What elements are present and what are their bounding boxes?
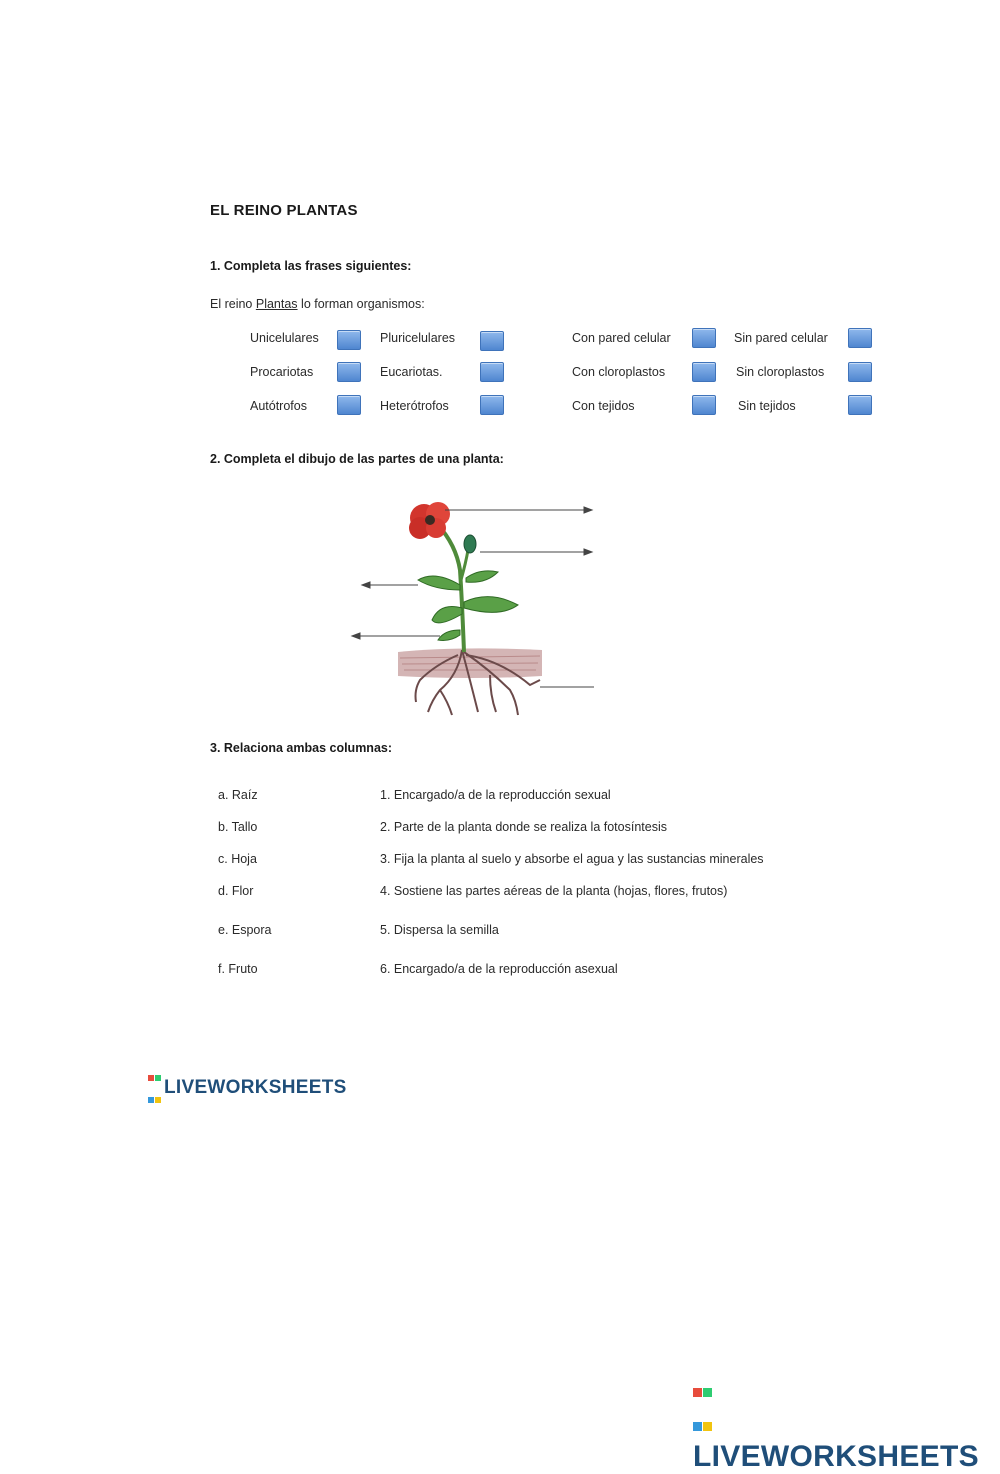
q1-intro-underlined: Plantas [255,297,298,311]
option-label: Pluricelulares [380,331,456,345]
option-checkbox[interactable] [337,330,361,350]
q1-heading: 1. Completa las frases siguientes: [210,259,412,273]
option-label: Eucariotas. [380,365,443,379]
liveworksheets-logo-icon [148,1066,164,1110]
q1-intro-suffix: lo forman organismos: [297,297,425,311]
option-checkbox[interactable] [848,328,872,348]
leaves [418,571,518,641]
match-left-item: b. Tallo [218,820,258,834]
option-checkbox[interactable] [337,362,361,382]
q2-heading: 2. Completa el dibujo de las partes de una planta: [210,452,504,466]
brand-logo-small [148,1066,347,1110]
plant-drawing [340,490,610,725]
option-checkbox[interactable] [480,395,504,415]
match-right-item: 6. Encargado/a de la reproducción asexual [380,962,618,976]
option-label: Con cloroplastos [572,365,666,379]
option-checkbox[interactable] [848,362,872,382]
q1-intro-prefix: El reino [210,297,256,311]
match-right-item: 4. Sostiene las partes aéreas de la planta (hojas, flores, frutos) [380,884,728,898]
option-label: Procariotas [250,365,314,379]
option-checkbox[interactable] [692,395,716,415]
brand-logo-large [693,1372,1000,1474]
match-right-item: 3. Fija la planta al suelo y absorbe el agua y las sustancias minerales [380,852,764,866]
match-right-item: 5. Dispersa la semilla [380,923,499,937]
match-right-item: 2. Parte de la planta donde se realiza la fotosíntesis [380,820,667,834]
match-left-item: a. Raíz [218,788,258,802]
page-title: EL REINO PLANTAS [210,202,358,219]
q1-intro [210,297,425,311]
q3-heading: 3. Relaciona ambas columnas: [210,741,393,755]
option-label: Unicelulares [250,331,319,345]
option-label: Autótrofos [250,399,307,413]
match-left-item: d. Flor [218,884,254,898]
match-left-item: f. Fruto [218,962,258,976]
brand-text-small: LIVEWORKSHEETS [164,1077,347,1099]
liveworksheets-logo-icon [693,1372,717,1440]
option-checkbox[interactable] [337,395,361,415]
option-checkbox[interactable] [692,362,716,382]
option-checkbox[interactable] [692,328,716,348]
option-label: Sin tejidos [738,399,796,413]
brand-text-large: LIVEWORKSHEETS [693,1440,979,1473]
option-checkbox[interactable] [848,395,872,415]
match-right-item: 1. Encargado/a de la reproducción sexual [380,788,611,802]
option-label: Heterótrofos [380,399,449,413]
flower [409,502,450,539]
option-label: Con tejidos [572,399,635,413]
option-checkbox[interactable] [480,331,504,351]
option-checkbox[interactable] [480,362,504,382]
match-left-item: c. Hoja [218,852,257,866]
soil [398,648,542,678]
option-label: Sin cloroplastos [736,365,825,379]
match-left-item: e. Espora [218,923,272,937]
option-label: Sin pared celular [734,331,828,345]
bud [464,535,476,553]
option-label: Con pared celular [572,331,671,345]
